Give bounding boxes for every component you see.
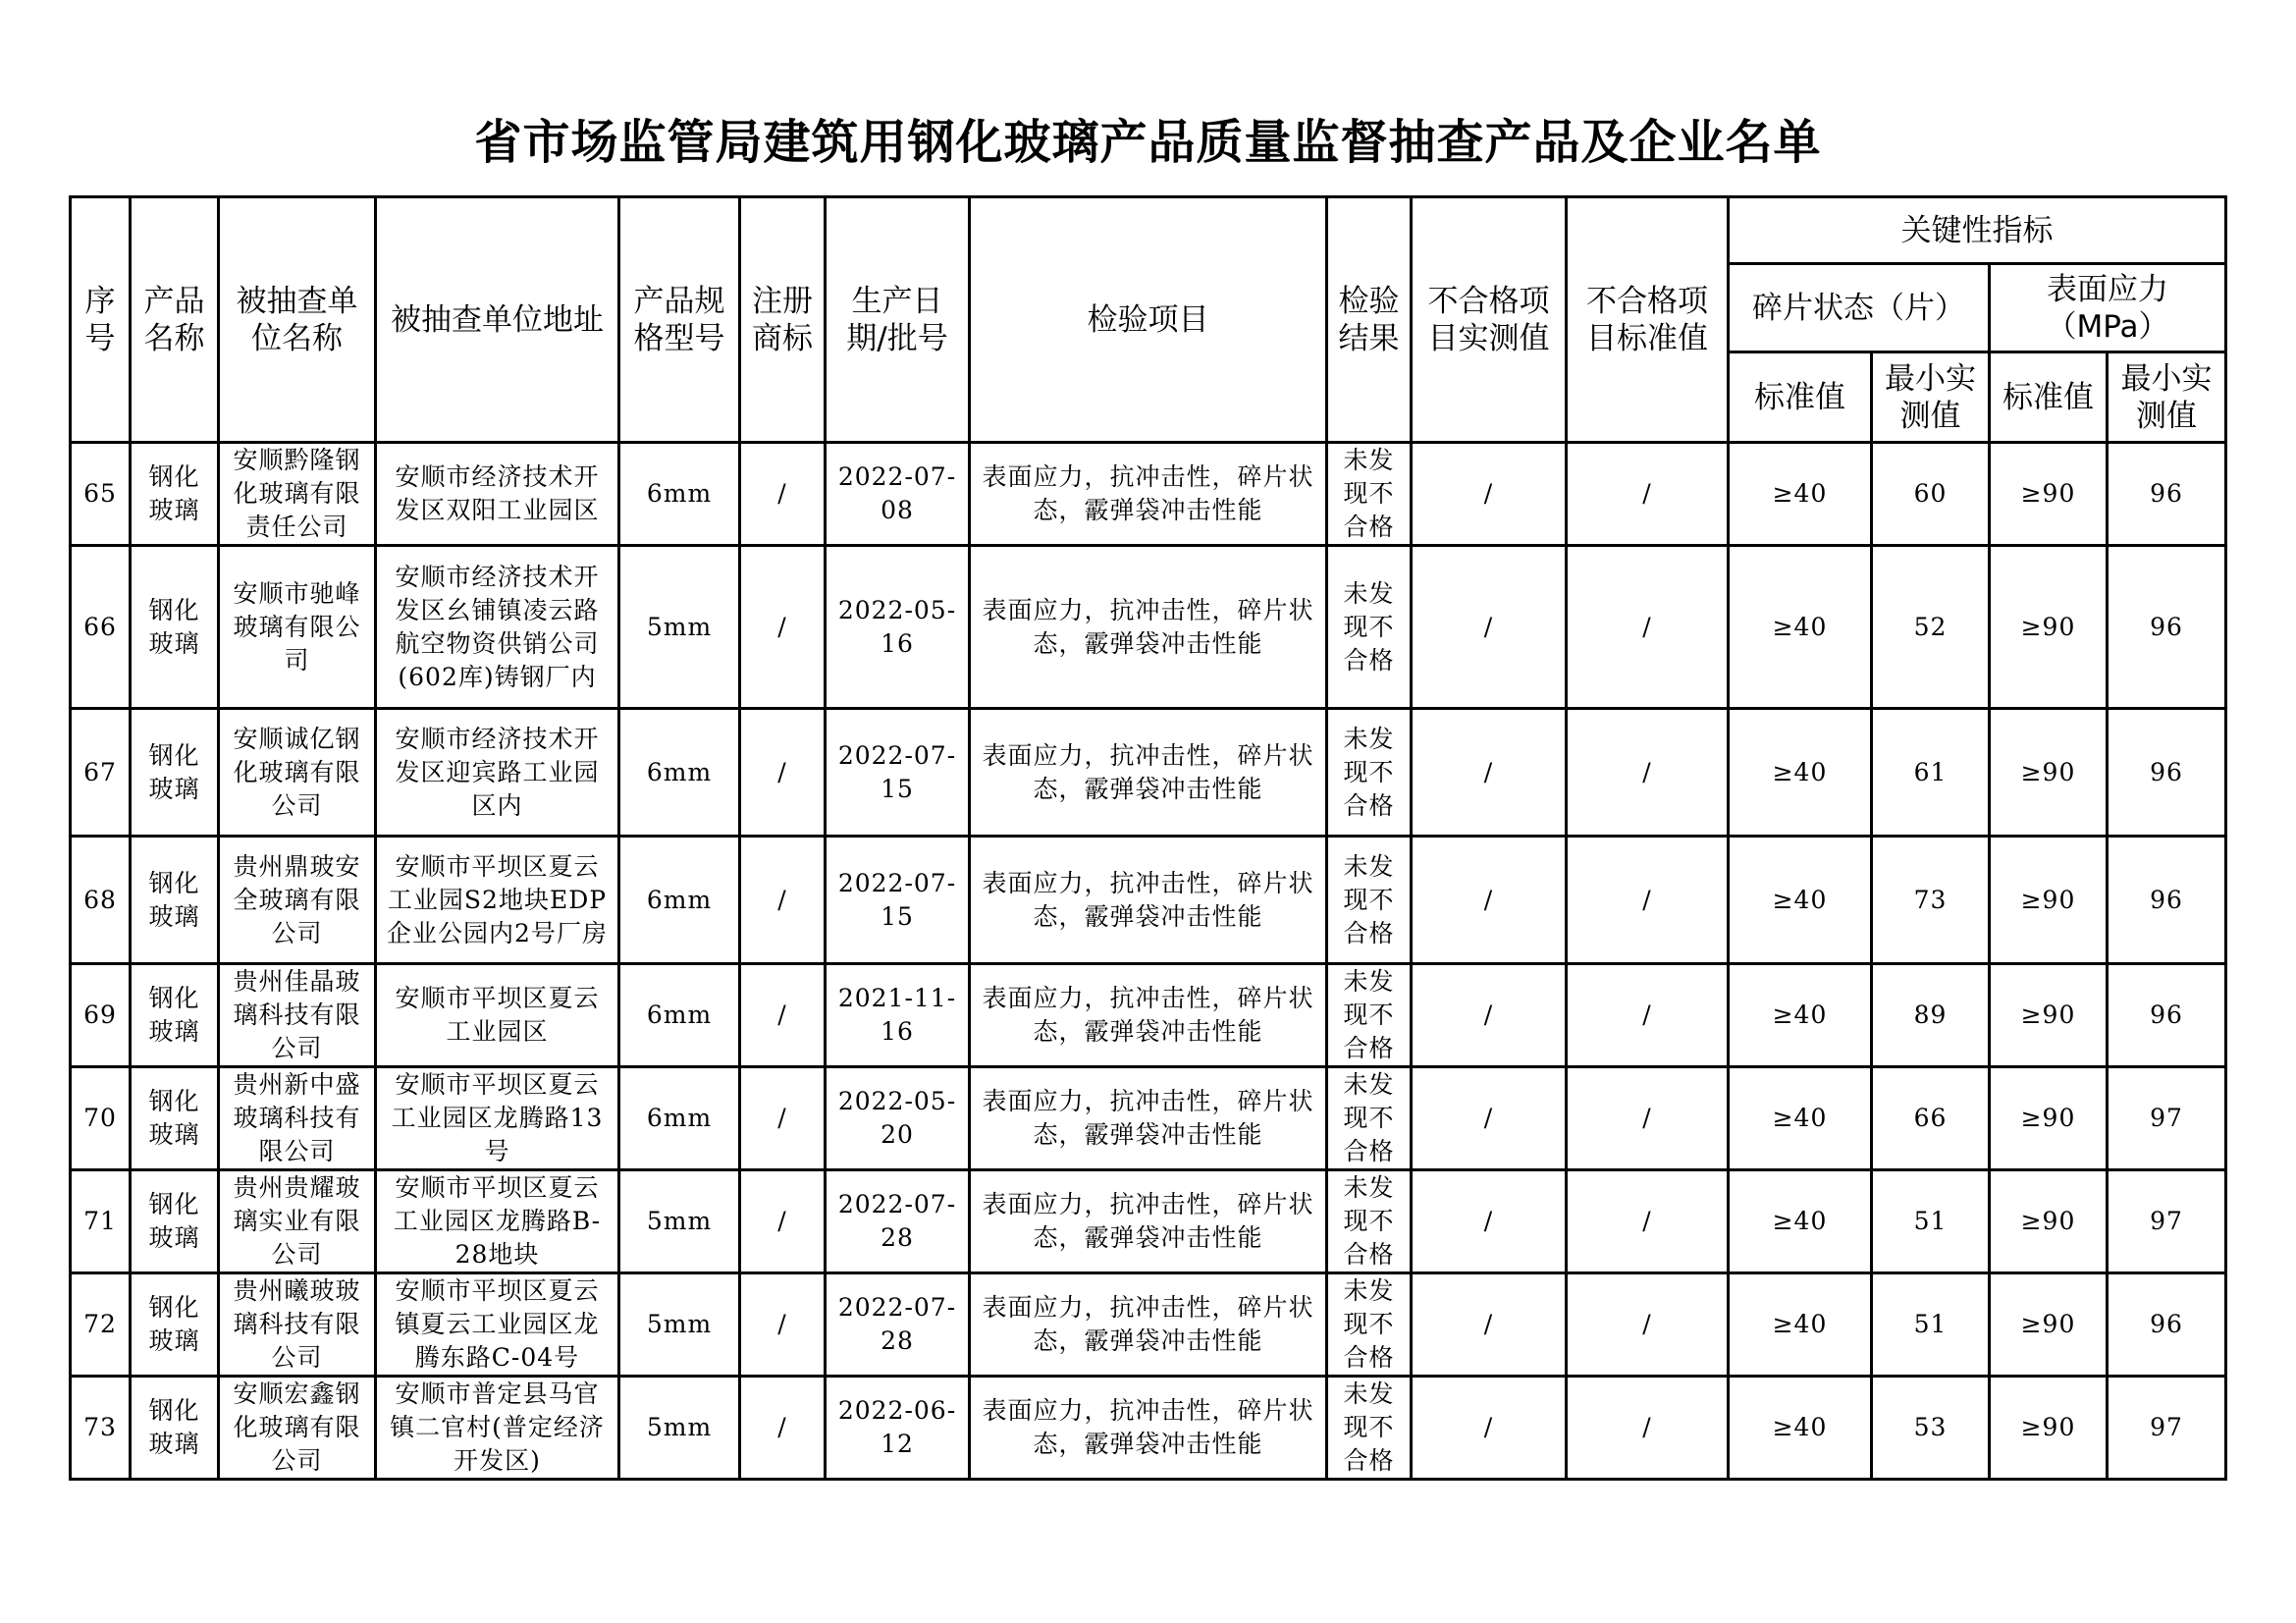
header-fail-standard: 不合格项目标准值: [1567, 197, 1729, 443]
cell-stress-std: ≥90: [1990, 709, 2108, 837]
cell-items: 表面应力，抗冲击性，碎片状态，霰弹袋冲击性能: [970, 1377, 1327, 1480]
cell-date: 2022-05-16: [826, 546, 970, 709]
header-spec: 产品规格型号: [619, 197, 740, 443]
cell-seq: 72: [71, 1273, 131, 1377]
cell-items: 表面应力，抗冲击性，碎片状态，霰弹袋冲击性能: [970, 443, 1327, 546]
cell-product: 钢化玻璃: [131, 964, 219, 1067]
cell-fragment-min: 51: [1872, 1170, 1990, 1273]
cell-result: 未发现不合格: [1327, 964, 1412, 1067]
cell-spec: 5mm: [619, 1377, 740, 1480]
cell-address: 安顺市经济技术开发区双阳工业园区: [376, 443, 619, 546]
cell-spec: 5mm: [619, 1170, 740, 1273]
cell-fail-standard: /: [1567, 709, 1729, 837]
cell-stress-min: 96: [2108, 709, 2226, 837]
header-fragment: 碎片状态（片）: [1729, 264, 1990, 352]
cell-date: 2022-07-08: [826, 443, 970, 546]
header-result: 检验结果: [1327, 197, 1412, 443]
cell-seq: 66: [71, 546, 131, 709]
cell-trademark: /: [740, 1377, 826, 1480]
cell-fail-value: /: [1412, 1377, 1567, 1480]
cell-trademark: /: [740, 443, 826, 546]
cell-address: 安顺市平坝区夏云工业园S2地块EDP企业公园内2号厂房: [376, 837, 619, 964]
cell-fragment-std: ≥40: [1729, 1377, 1872, 1480]
header-company: 被抽查单位名称: [219, 197, 376, 443]
cell-trademark: /: [740, 709, 826, 837]
table-row: [71, 709, 2226, 837]
cell-items: 表面应力，抗冲击性，碎片状态，霰弹袋冲击性能: [970, 709, 1327, 837]
cell-fragment-std: ≥40: [1729, 837, 1872, 964]
cell-result: 未发现不合格: [1327, 443, 1412, 546]
cell-stress-std: ≥90: [1990, 546, 2108, 709]
cell-fail-value: /: [1412, 964, 1567, 1067]
cell-fail-value: /: [1412, 443, 1567, 546]
cell-stress-min: 96: [2108, 964, 2226, 1067]
cell-product: 钢化玻璃: [131, 837, 219, 964]
inspection-table: [69, 195, 2227, 1481]
cell-address: 安顺市经济技术开发区幺铺镇凌云路航空物资供销公司(602库)铸钢厂内: [376, 546, 619, 709]
cell-stress-min: 97: [2108, 1170, 2226, 1273]
header-key-indicators: 关键性指标: [1729, 197, 2226, 264]
cell-fragment-std: ≥40: [1729, 964, 1872, 1067]
cell-stress-std: ≥90: [1990, 443, 2108, 546]
cell-fragment-min: 51: [1872, 1273, 1990, 1377]
cell-fail-standard: /: [1567, 837, 1729, 964]
cell-stress-std: ≥90: [1990, 1273, 2108, 1377]
cell-fragment-std: ≥40: [1729, 1067, 1872, 1170]
cell-date: 2022-06-12: [826, 1377, 970, 1480]
cell-trademark: /: [740, 964, 826, 1067]
cell-items: 表面应力，抗冲击性，碎片状态，霰弹袋冲击性能: [970, 1273, 1327, 1377]
header-trademark: 注册商标: [740, 197, 826, 443]
cell-fail-value: /: [1412, 709, 1567, 837]
cell-stress-std: ≥90: [1990, 1377, 2108, 1480]
table-row: [71, 1273, 2226, 1377]
cell-company: 贵州曦玻玻璃科技有限公司: [219, 1273, 376, 1377]
cell-fail-standard: /: [1567, 443, 1729, 546]
cell-fragment-std: ≥40: [1729, 1273, 1872, 1377]
cell-items: 表面应力，抗冲击性，碎片状态，霰弹袋冲击性能: [970, 837, 1327, 964]
cell-company: 贵州贵耀玻璃实业有限公司: [219, 1170, 376, 1273]
cell-date: 2022-07-28: [826, 1170, 970, 1273]
header-items: 检验项目: [970, 197, 1327, 443]
cell-trademark: /: [740, 1273, 826, 1377]
cell-stress-min: 96: [2108, 443, 2226, 546]
cell-company: 贵州新中盛玻璃科技有限公司: [219, 1067, 376, 1170]
cell-spec: 6mm: [619, 964, 740, 1067]
table-header: [71, 197, 2226, 443]
cell-stress-min: 97: [2108, 1377, 2226, 1480]
cell-result: 未发现不合格: [1327, 1273, 1412, 1377]
cell-fail-standard: /: [1567, 1273, 1729, 1377]
cell-address: 安顺市平坝区夏云工业园区: [376, 964, 619, 1067]
cell-trademark: /: [740, 546, 826, 709]
cell-fragment-std: ≥40: [1729, 546, 1872, 709]
cell-product: 钢化玻璃: [131, 1170, 219, 1273]
cell-company: 安顺黔隆钢化玻璃有限责任公司: [219, 443, 376, 546]
cell-address: 安顺市经济技术开发区迎宾路工业园区内: [376, 709, 619, 837]
header-date: 生产日期/批号: [826, 197, 970, 443]
cell-result: 未发现不合格: [1327, 546, 1412, 709]
cell-date: 2022-05-20: [826, 1067, 970, 1170]
cell-fragment-min: 66: [1872, 1067, 1990, 1170]
header-fragment-min: 最小实测值: [1872, 352, 1990, 443]
cell-seq: 68: [71, 837, 131, 964]
cell-fail-standard: /: [1567, 546, 1729, 709]
cell-stress-min: 96: [2108, 546, 2226, 709]
cell-result: 未发现不合格: [1327, 709, 1412, 837]
header-fail-value: 不合格项目实测值: [1412, 197, 1567, 443]
cell-spec: 6mm: [619, 443, 740, 546]
cell-spec: 6mm: [619, 709, 740, 837]
cell-company: 安顺市驰峰玻璃有限公司: [219, 546, 376, 709]
cell-result: 未发现不合格: [1327, 1067, 1412, 1170]
cell-seq: 71: [71, 1170, 131, 1273]
header-fragment-std: 标准值: [1729, 352, 1872, 443]
cell-result: 未发现不合格: [1327, 1170, 1412, 1273]
cell-trademark: /: [740, 1067, 826, 1170]
cell-fragment-min: 73: [1872, 837, 1990, 964]
cell-trademark: /: [740, 837, 826, 964]
cell-seq: 67: [71, 709, 131, 837]
cell-fragment-std: ≥40: [1729, 709, 1872, 837]
cell-product: 钢化玻璃: [131, 709, 219, 837]
cell-seq: 65: [71, 443, 131, 546]
cell-fail-standard: /: [1567, 964, 1729, 1067]
cell-fail-value: /: [1412, 1273, 1567, 1377]
cell-company: 贵州佳晶玻璃科技有限公司: [219, 964, 376, 1067]
cell-result: 未发现不合格: [1327, 1377, 1412, 1480]
cell-product: 钢化玻璃: [131, 1273, 219, 1377]
cell-stress-std: ≥90: [1990, 1170, 2108, 1273]
cell-seq: 69: [71, 964, 131, 1067]
table-row: [71, 1377, 2226, 1480]
cell-stress-std: ≥90: [1990, 964, 2108, 1067]
cell-fragment-min: 60: [1872, 443, 1990, 546]
cell-stress-std: ≥90: [1990, 837, 2108, 964]
cell-fail-value: /: [1412, 546, 1567, 709]
table-row: [71, 964, 2226, 1067]
header-seq: 序号: [71, 197, 131, 443]
cell-fragment-std: ≥40: [1729, 443, 1872, 546]
cell-fragment-min: 52: [1872, 546, 1990, 709]
cell-date: 2022-07-15: [826, 709, 970, 837]
cell-items: 表面应力，抗冲击性，碎片状态，霰弹袋冲击性能: [970, 964, 1327, 1067]
cell-address: 安顺市平坝区夏云镇夏云工业园区龙腾东路C-04号: [376, 1273, 619, 1377]
cell-result: 未发现不合格: [1327, 837, 1412, 964]
cell-address: 安顺市普定县马官镇二官村(普定经济开发区): [376, 1377, 619, 1480]
cell-items: 表面应力，抗冲击性，碎片状态，霰弹袋冲击性能: [970, 546, 1327, 709]
cell-fail-value: /: [1412, 837, 1567, 964]
table-row: [71, 1067, 2226, 1170]
cell-fragment-std: ≥40: [1729, 1170, 1872, 1273]
table-body: [71, 443, 2226, 1480]
table-row: [71, 443, 2226, 546]
cell-fragment-min: 53: [1872, 1377, 1990, 1480]
cell-spec: 6mm: [619, 837, 740, 964]
cell-address: 安顺市平坝区夏云工业园区龙腾路13号: [376, 1067, 619, 1170]
cell-product: 钢化玻璃: [131, 1377, 219, 1480]
cell-items: 表面应力，抗冲击性，碎片状态，霰弹袋冲击性能: [970, 1170, 1327, 1273]
cell-fragment-min: 61: [1872, 709, 1990, 837]
header-stress-std: 标准值: [1990, 352, 2108, 443]
cell-stress-min: 97: [2108, 1067, 2226, 1170]
cell-fail-value: /: [1412, 1067, 1567, 1170]
cell-date: 2022-07-15: [826, 837, 970, 964]
cell-company: 安顺诚亿钢化玻璃有限公司: [219, 709, 376, 837]
cell-stress-min: 96: [2108, 837, 2226, 964]
cell-spec: 5mm: [619, 1273, 740, 1377]
header-stress-min: 最小实测值: [2108, 352, 2226, 443]
table-row: [71, 1170, 2226, 1273]
cell-product: 钢化玻璃: [131, 443, 219, 546]
cell-product: 钢化玻璃: [131, 546, 219, 709]
cell-seq: 70: [71, 1067, 131, 1170]
table-row: [71, 837, 2226, 964]
cell-fail-standard: /: [1567, 1067, 1729, 1170]
cell-fail-standard: /: [1567, 1170, 1729, 1273]
cell-fail-value: /: [1412, 1170, 1567, 1273]
page-title: 省市场监管局建筑用钢化玻璃产品质量监督抽查产品及企业名单: [474, 115, 1822, 170]
cell-company: 贵州鼎玻安全玻璃有限公司: [219, 837, 376, 964]
cell-date: 2022-07-28: [826, 1273, 970, 1377]
header-address: 被抽查单位地址: [376, 197, 619, 443]
cell-product: 钢化玻璃: [131, 1067, 219, 1170]
cell-company: 安顺宏鑫钢化玻璃有限公司: [219, 1377, 376, 1480]
cell-seq: 73: [71, 1377, 131, 1480]
table-row: [71, 546, 2226, 709]
cell-stress-min: 96: [2108, 1273, 2226, 1377]
cell-fail-standard: /: [1567, 1377, 1729, 1480]
cell-date: 2021-11-16: [826, 964, 970, 1067]
cell-spec: 5mm: [619, 546, 740, 709]
cell-spec: 6mm: [619, 1067, 740, 1170]
cell-address: 安顺市平坝区夏云工业园区龙腾路B-28地块: [376, 1170, 619, 1273]
header-product: 产品名称: [131, 197, 219, 443]
header-stress: 表面应力（MPa）: [1990, 264, 2226, 352]
cell-stress-std: ≥90: [1990, 1067, 2108, 1170]
cell-trademark: /: [740, 1170, 826, 1273]
cell-fragment-min: 89: [1872, 964, 1990, 1067]
cell-items: 表面应力，抗冲击性，碎片状态，霰弹袋冲击性能: [970, 1067, 1327, 1170]
